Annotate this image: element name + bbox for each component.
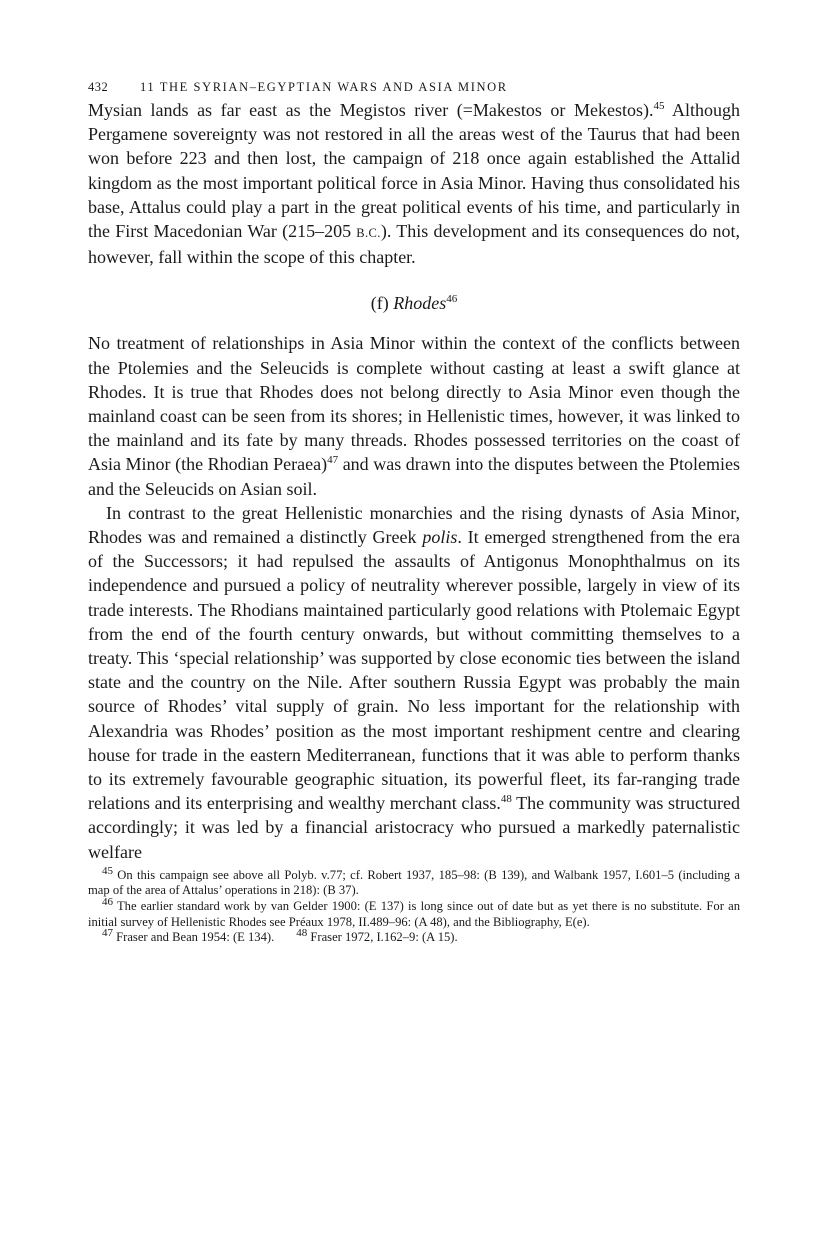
paragraph-rhodes-intro xyxy=(88,331,740,500)
footnote-text: The earlier standard work by van Gelder 1900: (E 137) is long since out of date but as yet there is no substitute. For an initial survey of Hellenistic Rhodes see Préaux 1978, II.489–96: (A 48), and the Bibliography, E(e). xyxy=(88,899,740,929)
footnote-number: 47 xyxy=(102,927,113,940)
paragraph-text: In contrast to the great Hellenistic monarchies and the rising dynasts of Asia Minor, Rhodes was and remained a distinctly Greek xyxy=(88,502,740,548)
footnote-ref-47[interactable]: 47 xyxy=(327,454,339,467)
paragraph-text: . It emerged strengthened from the era of the Successors; it had repulsed the assaults of Antigonus Monophthalmus on its independence and pursued a policy of neutrality wherever possible, largely in view of its trade interests. The Rhodians maintained particularly good relations with Ptolemaic Egypt from the end of the fourth century onwards, but without committing themselves to a treaty. This ‘special relationship’ was supported by close economic ties between the island state and the country on the Nile. After southern Russia Egypt was probably the main source of Rhodes’ vital supply of grain. No less important for the relationship with Alexandria was Rhodes’ position as the most important reshipment centre and clearing house for trade in the eastern Mediterranean, functions that it was able to perform thanks to its extremely favourable geographic situation, its powerful fleet, its far-ranging trade relations and its enterprising and wealthy merchant class. xyxy=(88,527,741,814)
italic-term: polis xyxy=(422,527,458,548)
paragraph-attalid-kingdom xyxy=(88,98,740,269)
footnote-ref-45[interactable]: 45 xyxy=(653,100,665,112)
paragraph-text: ). This development and its consequences do not, however, fall within the scope of this chapter. xyxy=(88,221,740,268)
page-number: 432 xyxy=(88,80,109,94)
paragraph-text: and was drawn into the disputes between the Ptolemies and the Seleucids on Asian soil. xyxy=(88,454,740,499)
footnote-45 xyxy=(88,864,740,899)
footnote-ref-46[interactable]: 46 xyxy=(446,293,458,306)
paragraph-text: The community was structured accordingly; it was led by a financial aristocracy who pursued a markedly paternalistic welfare xyxy=(88,793,740,862)
paragraph-rhodes-polis xyxy=(88,501,740,864)
footnote-ref-48[interactable]: 48 xyxy=(500,793,512,806)
footnote-number: 45 xyxy=(102,864,113,877)
footnote-number: 46 xyxy=(102,895,113,908)
footnote-46 xyxy=(88,895,740,930)
paragraph-text: Although Pergamene sovereignty was not restored in all the areas west of the Taurus that had been won before 223 and then lost, the campaign of 218 once again established the Attalid kingdom as the most important political force in Asia Minor. Having thus consolidated his base, Attalus could play a part in the great political events of his time, and particularly in the First Macedonian War (215–205 xyxy=(88,100,740,242)
book-page xyxy=(88,76,740,946)
section-label: (f) xyxy=(370,293,389,314)
era-abbreviation: B.C. xyxy=(356,226,381,241)
section-title: Rhodes xyxy=(393,293,447,314)
footnote-47-48 xyxy=(88,927,740,946)
footnote-text: On this campaign see above all Polyb. v.77; cf. Robert 1937, 185–98: (B 139), and Walbank 1957, I.601–5 (including a map of the area of Attalus’ operations in 218): (B 37). xyxy=(88,867,740,898)
running-title: 11 THE SYRIAN–EGYPTIAN WARS AND ASIA MINOR xyxy=(140,80,508,94)
footnote-number: 48 xyxy=(296,927,308,940)
paragraph-text: Mysian lands as far east as the Megistos river (=Makestos or Mekestos). xyxy=(88,100,654,120)
footnote-text: Fraser and Bean 1954: (E 134). xyxy=(113,930,275,945)
paragraph-text: No treatment of relationships in Asia Minor within the context of the conflicts between the Ptolemies and the Seleucids is complete without casting at least a swift glance at Rhodes. It is true that Rhodes does not belong directly to Asia Minor even though the mainland coast can be seen from its shores; in Hellenistic times, however, it was linked to the mainland and its fate by many threads. Rhodes possessed territories on the coast of Asia Minor (the Rhodian Peraea) xyxy=(88,333,740,475)
running-header xyxy=(88,76,740,98)
footnote-text: Fraser 1972, I.162–9: (A 15). xyxy=(307,930,458,945)
section-heading xyxy=(88,291,740,315)
footnotes xyxy=(88,864,740,946)
main-text xyxy=(88,98,740,864)
